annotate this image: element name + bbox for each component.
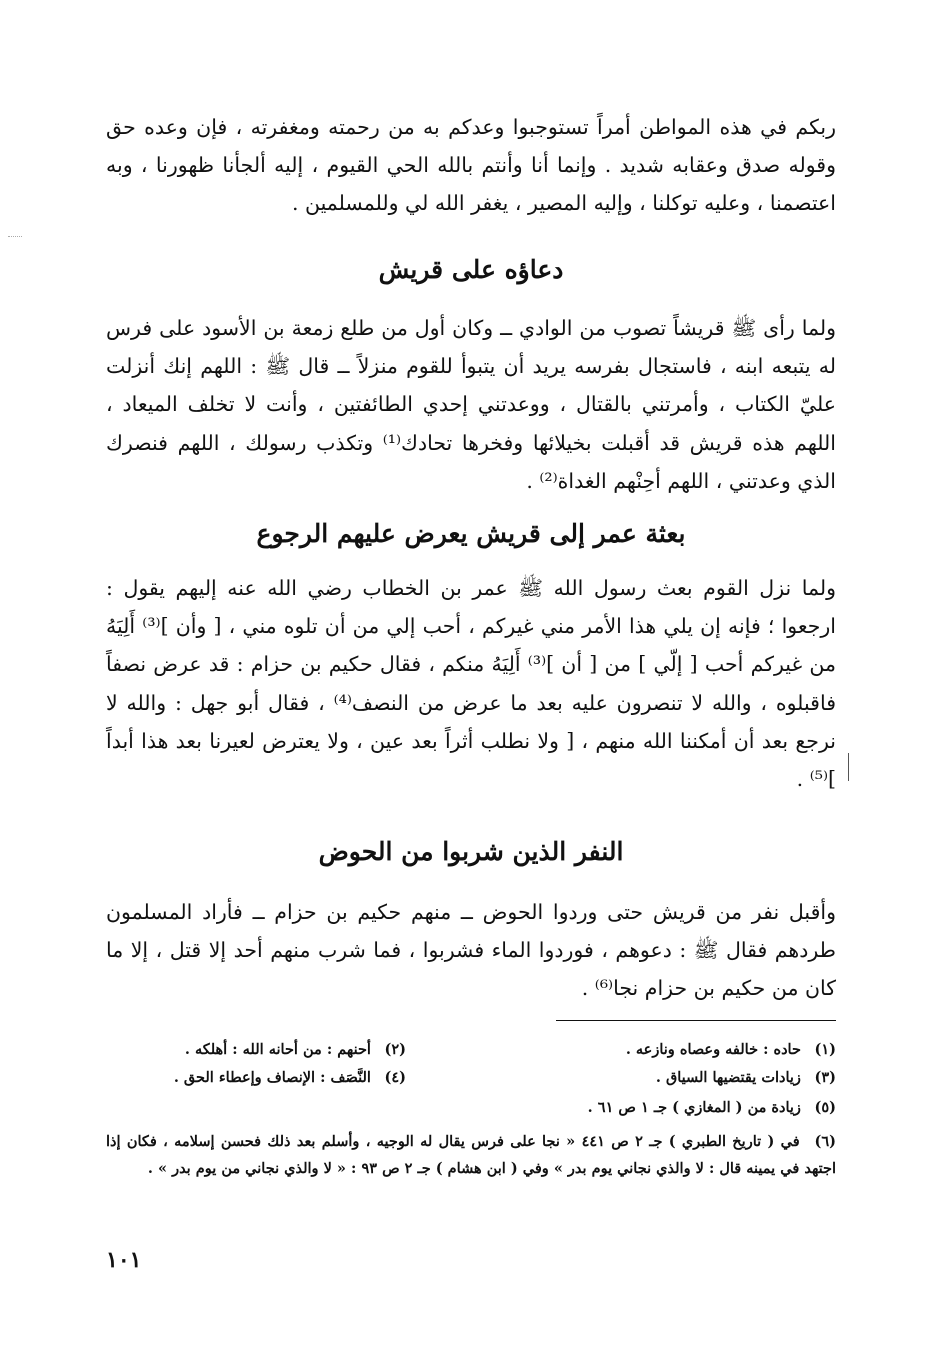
page-number: ١٠١ — [106, 1247, 142, 1273]
paragraph-1: ربكم في هذه المواطن أمراً تستوجبوا وعدكم به من رحمته ومغفرته ، فإن وعده حق وقوله صدق وعقابه شديد . وإنما أنا وأنتم بالله الحي القيوم ، إليه ألجأنا ظهورنا ، وبه اعتصمنا ، وعليه توكلنا ، وإليه المصير ، يغفر الله لي وللمسلمين . — [106, 115, 836, 216]
footnote-1-number: (١) — [814, 1041, 836, 1058]
footnote-3-text: زيادات يقتضيها السياق . — [655, 1069, 801, 1086]
footnote-1 — [626, 1040, 836, 1060]
paragraph-4: وأقبل نفر من قريش حتى وردوا الحوض ــ منهم حكيم بن حزام ــ فأراد المسلمون طردهم فقال ﷺ : دعوهم ، فوردوا الماء فشربوا ، فما شرب منهم أحد إلا قتل ، إلا ما كان من حكيم بن حزام نجا⁽⁶⁾ . — [106, 900, 836, 1001]
footnote-6 — [106, 1128, 836, 1182]
footnote-3-number: (٣) — [814, 1069, 836, 1086]
footnote-4-text: النَّصَف : الإنصاف وإعطاء الحق . — [173, 1069, 371, 1086]
scan-margin-mark — [8, 236, 22, 237]
footnote-3 — [656, 1068, 836, 1088]
paragraph-2: ولما رأى ﷺ قريشاً تصوب من الوادي ــ وكان أول من طلع زمعة بن الأسود على فرس له يتبعه ابنه ، فاستجال بفرسه يريد أن يتبوأ للقوم منزلاً ــ قال ﷺ : اللهم إنك أنزلت عليّ الكتاب ، وأمرتني بالقتال ، ووعدتني إحدي الطائفتين ، وأنت لا تخلف الميعاد ، اللهم هذه قريش قد أقبلت بخيلائها وفخرها تحادك⁽¹⁾ وتكذب رسولك ، اللهم فنصرك الذي وعدتني ، اللهم أحِنْهم الغداة⁽²⁾ . — [106, 316, 836, 493]
footnote-separator — [556, 1020, 836, 1021]
footnote-4 — [174, 1068, 406, 1088]
footnote-5-number: (٥) — [814, 1099, 836, 1116]
footnote-5-text: زيادة من ( المغازي ) جـ ١ ص ٦١ . — [587, 1099, 801, 1116]
footnote-6-text: في ( تاريخ الطبري ) جـ ٢ ص ٤٤١ « نجا على فرس يقال له الوجيه ، وأسلم بعد ذلك فحسن إسلامه ، فكان إذا اجتهد في يمينه قال : لا والذي نجاني يوم بدر » وفي ( ابن هشام ) جـ ٢ ص ٩٣ : « لا والذي نجاني من يوم بدر » . — [106, 1133, 836, 1177]
footnote-6-number: (٦) — [814, 1133, 836, 1150]
heading-omar-mission: بعثة عمر إلى قريش يعرض عليهم الرجوع — [256, 519, 686, 548]
margin-line-mark — [848, 753, 849, 781]
heading-duaa-on-quraysh: دعاؤه على قريش — [378, 255, 564, 284]
heading-hawd-drinkers: النفر الذين شربوا من الحوض — [318, 837, 624, 866]
footnote-4-number: (٤) — [384, 1069, 406, 1086]
paragraph-3: ولما نزل القوم بعث رسول الله ﷺ عمر بن الخطاب رضي الله عنه إليهم يقول : ارجعوا ؛ فإنه إن يلي هذا الأمر مني غيركم ، أحب إلي من أن تلوه مني ، [ وأن ]⁽³⁾ أَلِيَهُ من غيركم أحب [ إلّي ] من [ أن ]⁽³⁾ أَلِيَهُ منكم ، فقال حكيم بن حزام : قد عرض نصفاً فاقبلوه ، والله لا تنصرون عليه بعد ما عرض من النصف⁽⁴⁾ ، فقال أبو جهل : والله لا نرجع بعد أن أمكننا الله منهم ، [ ولا نطلب أثراً بعد عين ، ولا يعترض لعيرنا بعد هذا أبداً ]⁽⁵⁾ . — [106, 576, 837, 792]
footnote-1-text: حاده : خالفه وعصاه ونازعه . — [625, 1041, 801, 1058]
footnote-5 — [588, 1098, 836, 1118]
footnote-2-text: أحنهم : من أحانه الله : أهلكه . — [184, 1041, 371, 1058]
footnote-2-number: (٢) — [384, 1041, 406, 1058]
footnote-2 — [185, 1040, 406, 1060]
